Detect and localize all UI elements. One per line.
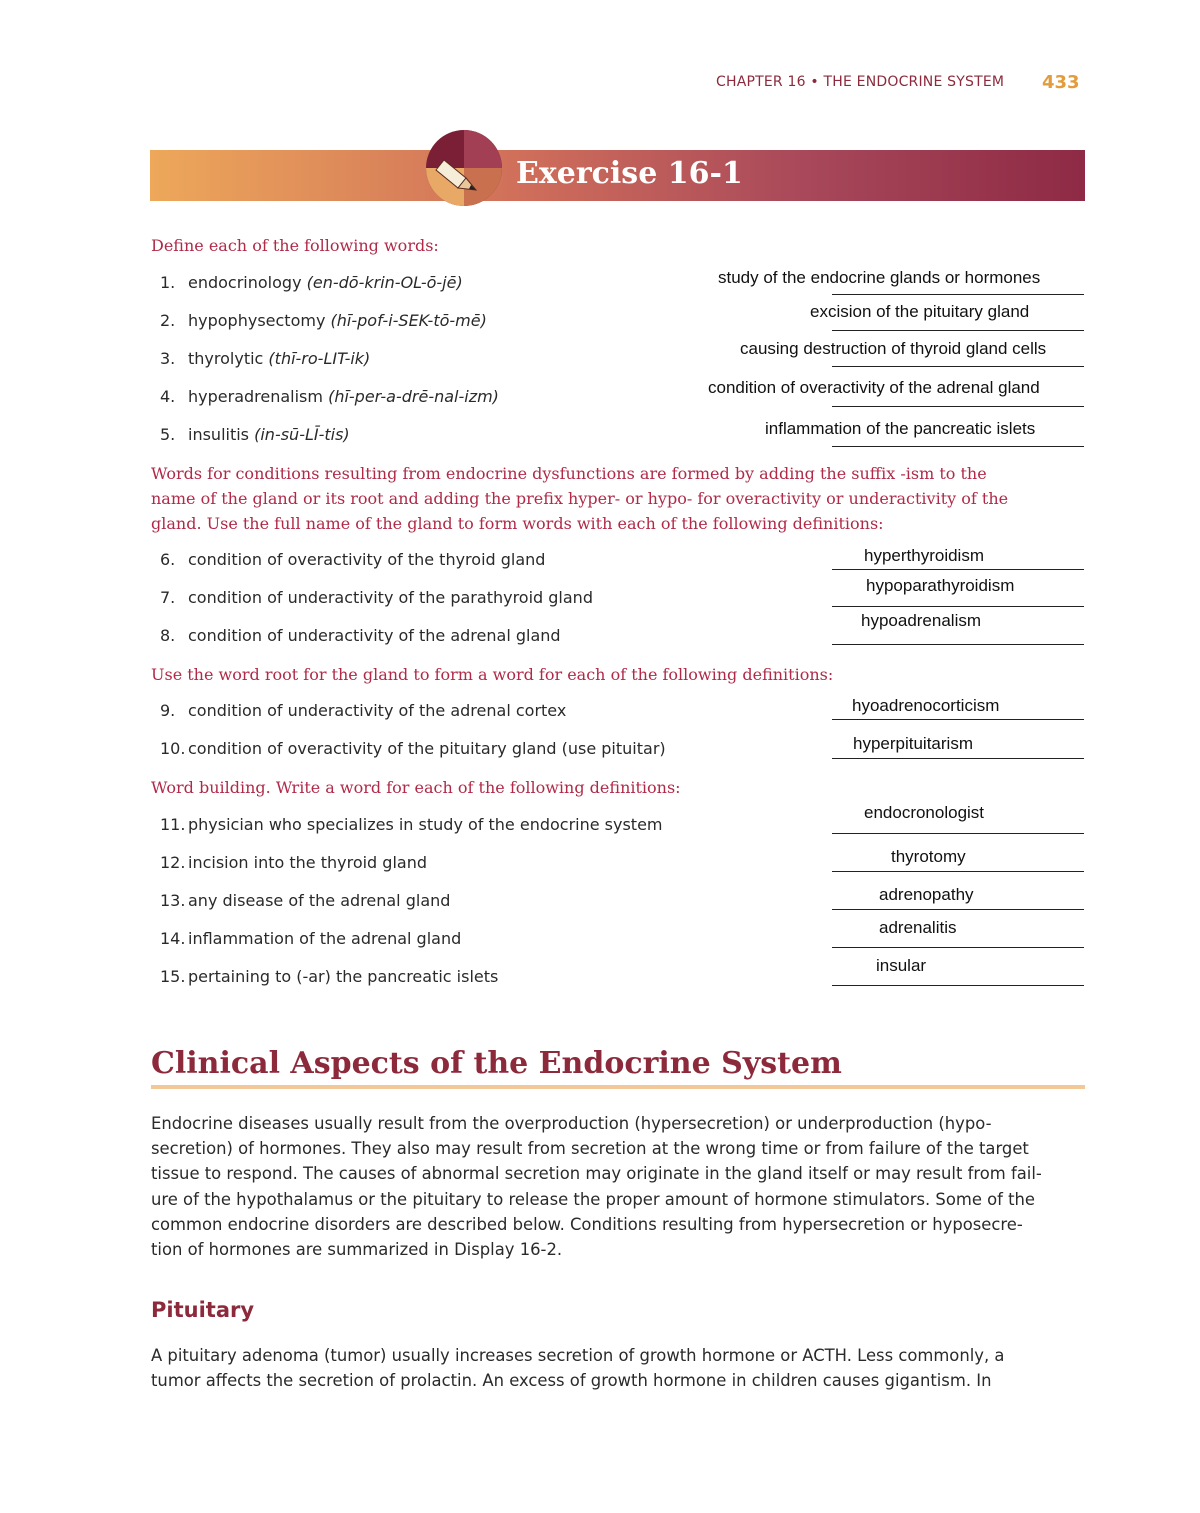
item-pronunciation: (hī-pof-i-SEK-tō-mē) [330, 311, 487, 330]
list-item [160, 853, 427, 872]
answer-line [832, 330, 1084, 331]
item-number: 13. [160, 891, 186, 910]
paragraph-line: Endocrine diseases usually result from the overproduction (hypersecretion) or underproduction (hypo- [151, 1114, 992, 1133]
answer-field[interactable]: hyperpituitarism [853, 734, 973, 753]
list-item [160, 425, 350, 444]
list-item [160, 701, 566, 720]
item-number: 6. [160, 550, 176, 569]
answer-line [832, 909, 1084, 910]
answer-line [832, 446, 1084, 447]
item-term: thyrolytic [188, 349, 264, 368]
answer-field[interactable]: hypoadrenalism [861, 611, 982, 630]
paragraph-line: tissue to respond. The causes of abnormal secretion may originate in the gland itself or may result from fail- [151, 1164, 1042, 1184]
answer-line [832, 985, 1084, 986]
item-text: inflammation of the adrenal gland [188, 929, 462, 948]
item-text: pertaining to (-ar) the pancreatic islets [188, 967, 499, 986]
item-term: endocrinology [188, 273, 302, 292]
answer-line [832, 294, 1084, 295]
answer-field[interactable]: condition of overactivity of the adrenal gland [708, 378, 1040, 397]
answer-field[interactable]: thyrotomy [891, 847, 966, 866]
instruction-suffix: name of the gland or its root and adding the prefix hyper- or hypo- for overactivity or underactivity of the [151, 489, 1009, 508]
item-text: condition of underactivity of the adrenal cortex [188, 701, 567, 720]
answer-field[interactable]: hyoadrenocorticism [852, 696, 1000, 715]
item-number: 3. [160, 349, 176, 368]
item-pronunciation: (in-sū-LĪ-tis) [254, 425, 350, 444]
answer-line [832, 833, 1084, 834]
item-pronunciation: (thī-ro-LIT-ik) [268, 349, 371, 368]
item-text: incision into the thyroid gland [188, 853, 427, 872]
item-number: 10. [160, 739, 186, 758]
item-number: 4. [160, 387, 176, 406]
item-term: hypophysectomy [188, 311, 326, 330]
item-number: 5. [160, 425, 176, 444]
paragraph-line: tumor affects the secretion of prolactin. An excess of growth hormone in children causes gigantism. In [151, 1371, 992, 1391]
list-item [160, 387, 499, 406]
answer-line [832, 569, 1084, 570]
paragraph-line: secretion) of hormones. They also may result from secretion at the wrong time or from failure of the target [151, 1139, 1029, 1159]
running-head: CHAPTER 16 • THE ENDOCRINE SYSTEM [716, 74, 1005, 90]
pencil-icon [424, 128, 504, 208]
list-item [160, 311, 487, 330]
list-item [160, 550, 545, 569]
list-item [160, 349, 370, 368]
answer-line [832, 366, 1084, 367]
item-term: hyperadrenalism [188, 387, 323, 406]
answer-field[interactable]: excision of the pituitary gland [810, 302, 1030, 321]
list-item [160, 626, 561, 645]
list-item [160, 739, 666, 758]
instruction-suffix: gland. Use the full name of the gland to form words with each of the following definitions: [151, 514, 884, 533]
instruction-word-building: Word building. Write a word for each of the following definitions: [151, 778, 681, 797]
item-number: 9. [160, 701, 176, 720]
list-item [160, 967, 498, 986]
list-item [160, 815, 663, 834]
answer-field[interactable]: hypoparathyroidism [866, 576, 1015, 595]
paragraph-line: A pituitary adenoma (tumor) usually increases secretion of growth hormone or ACTH. Less commonly, a [151, 1346, 1005, 1365]
item-pronunciation: (hī-per-a-drē-nal-izm) [328, 387, 499, 406]
answer-field[interactable]: insular [876, 956, 927, 975]
answer-field[interactable]: endocronologist [864, 803, 985, 822]
item-text: condition of underactivity of the adrenal gland [188, 626, 561, 645]
answer-field[interactable]: causing destruction of thyroid gland cells [740, 339, 1047, 358]
paragraph-line: ure of the hypothalamus or the pituitary to release the proper amount of hormone stimulators. Some of the [151, 1189, 1036, 1209]
item-term: insulitis [188, 425, 250, 444]
list-item [160, 588, 593, 607]
answer-field[interactable]: study of the endocrine glands or hormones [718, 268, 1041, 287]
item-number: 15. [160, 967, 186, 986]
page-number: 433 [1042, 72, 1080, 93]
answer-line [832, 947, 1084, 948]
item-text: physician who specializes in study of the endocrine system [188, 815, 663, 834]
answer-line [832, 606, 1084, 607]
instruction-suffix: Words for conditions resulting from endocrine dysfunctions are formed by adding the suffix -ism to the [151, 464, 987, 483]
item-number: 14. [160, 929, 186, 948]
subheading: Pituitary [151, 1298, 255, 1322]
list-item [160, 273, 463, 292]
answer-field[interactable]: inflammation of the pancreatic islets [765, 419, 1036, 438]
answer-field[interactable]: adrenopathy [879, 885, 974, 904]
item-number: 12. [160, 853, 186, 872]
paragraph-line: common endocrine disorders are described below. Conditions resulting from hypersecretion or hyposecre- [151, 1214, 1023, 1234]
answer-line [832, 719, 1084, 720]
answer-line [832, 758, 1084, 759]
answer-line [832, 871, 1084, 872]
answer-line [832, 644, 1084, 645]
exercise-title: Exercise 16-1 [516, 156, 743, 191]
subsection-paragraph [151, 1343, 1085, 1393]
list-item [160, 891, 450, 910]
item-number: 11. [160, 815, 186, 834]
item-pronunciation: (en-dō-krin-OL-ō-jē) [306, 273, 463, 292]
answer-line [832, 406, 1084, 407]
item-text: any disease of the adrenal gland [188, 891, 451, 910]
instruction-root: Use the word root for the gland to form a word for each of the following definitions: [151, 665, 834, 684]
section-title: Clinical Aspects of the Endocrine System [151, 1046, 842, 1081]
item-text: condition of overactivity of the thyroid gland [188, 550, 546, 569]
item-number: 2. [160, 311, 176, 330]
item-number: 7. [160, 588, 176, 607]
item-number: 1. [160, 273, 176, 292]
instruction-define: Define each of the following words: [151, 236, 439, 255]
item-text: condition of underactivity of the parathyroid gland [188, 588, 593, 607]
item-text: condition of overactivity of the pituitary gland (use pituitar) [188, 739, 666, 758]
answer-field[interactable]: hyperthyroidism [864, 546, 984, 565]
section-divider [151, 1085, 1085, 1089]
item-number: 8. [160, 626, 176, 645]
list-item [160, 929, 461, 948]
paragraph-line: tion of hormones are summarized in Display 16-2. [151, 1240, 563, 1260]
section-paragraph [151, 1111, 1085, 1262]
answer-field[interactable]: adrenalitis [879, 918, 957, 937]
